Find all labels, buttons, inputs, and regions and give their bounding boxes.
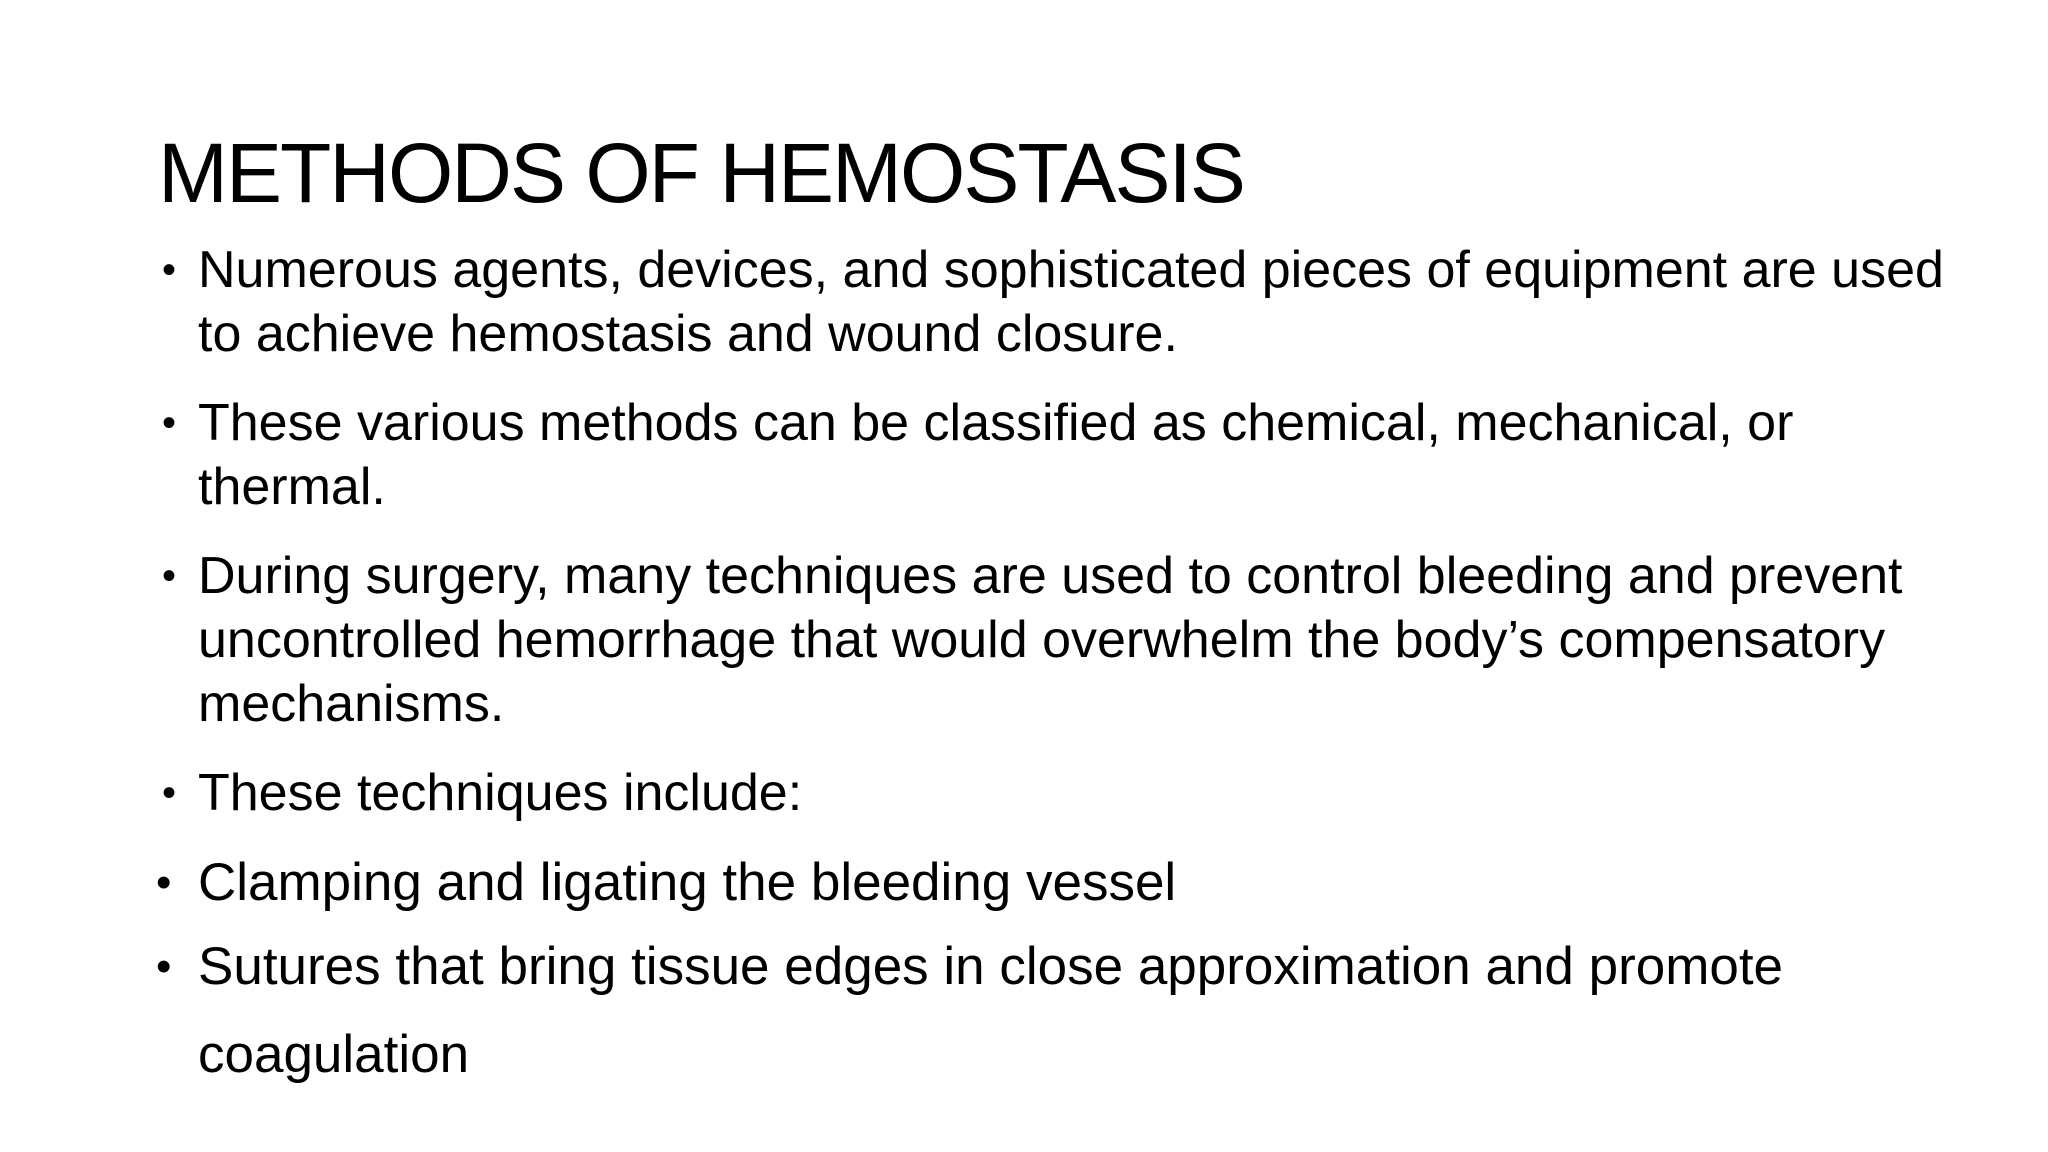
bullet-text: Numerous agents, devices, and sophisticated pieces of equipment are used to achieve hemostasis and wound closure. — [198, 241, 1944, 363]
technique-text: Sutures that bring tissue edges in close approximation and promote coagulation — [198, 937, 1784, 1084]
technique-text: Clamping and ligating the bleeding vessel — [198, 853, 1177, 912]
bullet-text: During surgery, many techniques are used to control bleeding and prevent uncontrolled hemorrhage that would overwhelm the body’s compensatory mechanisms. — [198, 547, 1903, 733]
bullet-dot-icon: • — [162, 554, 177, 598]
bullet-item — [156, 391, 1956, 519]
bullet-dot-icon: • — [156, 858, 172, 907]
bullet-dot-icon: • — [156, 942, 172, 991]
bullet-list — [156, 238, 1956, 1116]
technique-item — [152, 923, 1956, 1099]
bullet-item — [156, 761, 1956, 825]
bullet-dot-icon: • — [162, 771, 177, 815]
bullet-text: These techniques include: — [198, 764, 803, 822]
bullet-item — [156, 544, 1956, 736]
bullet-dot-icon: • — [162, 248, 177, 292]
bullet-item — [156, 238, 1956, 366]
bullet-text: These various methods can be classified as chemical, mechanical, or thermal. — [198, 394, 1794, 516]
bullet-dot-icon: • — [162, 401, 177, 445]
technique-item — [152, 850, 1956, 916]
slide-title: METHODS OF HEMOSTASIS — [158, 126, 1244, 220]
